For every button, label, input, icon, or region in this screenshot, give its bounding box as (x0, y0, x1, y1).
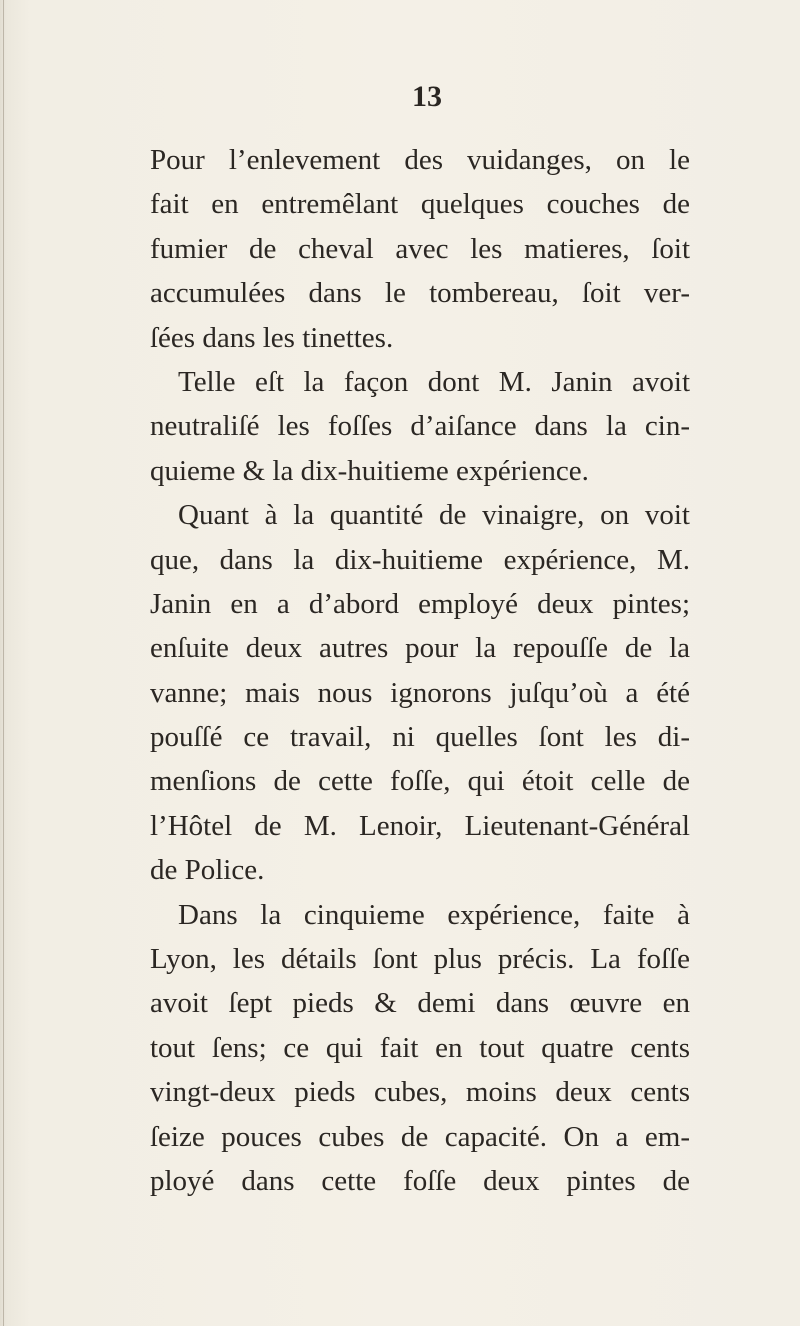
text-line: l’Hôtel de M. Lenoir, Lieutenant-Général (150, 809, 690, 842)
text-line: neutraliſé les foſſes d’aiſance dans la cin- (150, 410, 690, 443)
text-line: que, dans la dix-huitieme expérience, M. (150, 543, 690, 576)
text-line: Pour l’enlevement des vuidanges, on le (150, 144, 690, 176)
text-line: enſuite deux autres pour la repouſſe de la (150, 632, 690, 665)
text-line: vingt-deux pieds cubes, moins deux cents (150, 1076, 690, 1109)
text-line: Quant à la quantité de vinaigre, on voit (178, 499, 690, 532)
text-line: accumulées dans le tombereau, ſoit ver- (150, 277, 690, 310)
text-line: Lyon, les détails ſont plus précis. La foſſe (150, 943, 690, 976)
text-line: avoit ſept pieds & demi dans œuvre en (150, 987, 690, 1020)
page-number: 13 (412, 80, 442, 113)
page-edge (3, 0, 4, 1326)
text-line: Telle eſt la façon dont M. Janin avoit (178, 365, 690, 398)
text-line: menſions de cette foſſe, qui étoit celle de (150, 765, 690, 798)
text-line: fumier de cheval avec les matieres, ſoit (150, 232, 690, 265)
text-line: de Police. (150, 854, 265, 887)
text-line: ſées dans les tinettes. (150, 321, 394, 354)
text-line: tout ſens; ce qui fait en tout quatre cents (150, 1031, 690, 1064)
text-line: fait en entremêlant quelques couches de (150, 188, 690, 221)
text-line: pouſſé ce travail, ni quelles ſont les di- (150, 721, 690, 754)
text-line: vanne; mais nous ignorons juſqu’où a été (150, 676, 690, 709)
text-line: Janin en a d’abord employé deux pintes; (150, 587, 690, 620)
body-text (150, 138, 690, 1203)
text-line: Dans la cinquieme expérience, faite à (178, 898, 690, 931)
text-line: quieme & la dix-huitieme expérience. (150, 454, 589, 487)
text-line: ployé dans cette foſſe deux pintes de (150, 1164, 690, 1197)
text-line: ſeize pouces cubes de capacité. On a em- (150, 1120, 690, 1153)
